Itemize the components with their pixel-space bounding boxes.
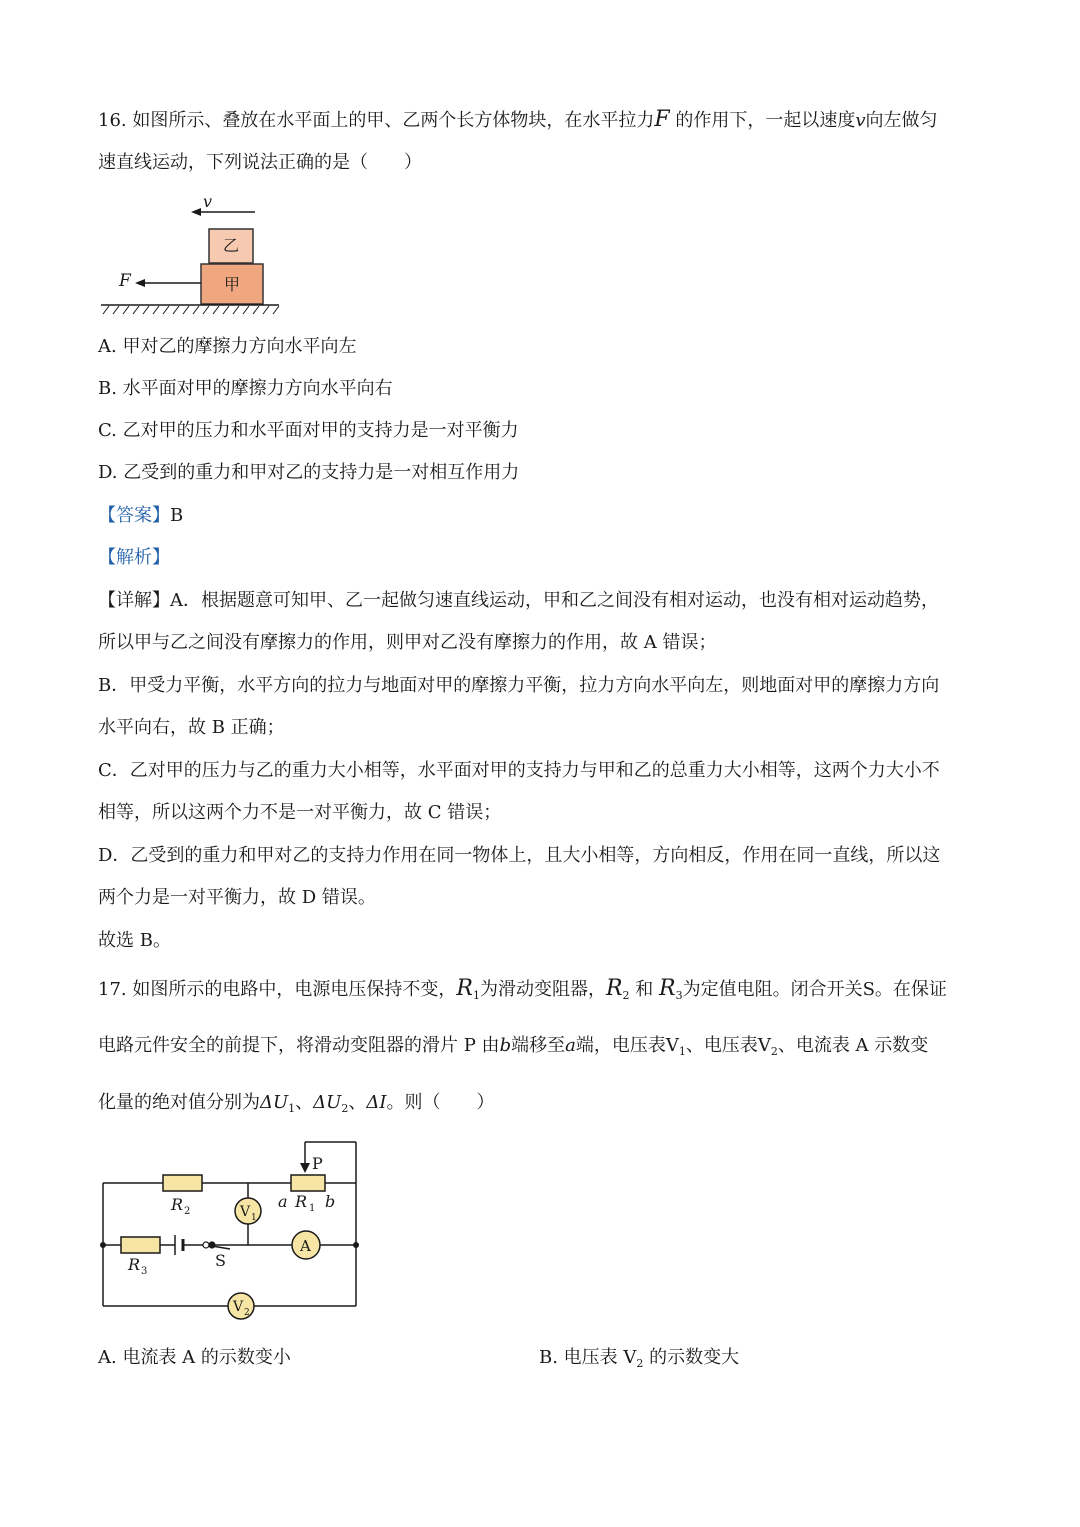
ammeter-label: A [300,1237,311,1255]
detail-line: 所以甲与乙之间没有摩擦力的作用，则甲对乙没有摩擦力的作用，故 A 错误； [98,632,717,653]
block-jia-label: 甲 [223,275,241,294]
detail-line: 水平向右，故 B 正确； [98,717,285,738]
r1-label: R [295,1192,308,1211]
junction-dot [353,1242,359,1248]
detail-conclusion: 故选 B。 [98,930,171,951]
detail-line: 【详解】A．根据题意可知甲、乙一起做匀速直线运动，甲和乙之间没有相对运动，也没有相对运动趋势， [98,590,939,611]
figure-v-label: v [203,192,213,211]
r2-label: R [171,1195,184,1214]
block-yi-label: 乙 [222,236,240,255]
q16-answer [98,505,183,527]
detail-line: 相等，所以这两个力不是一对平衡力，故 C 错误； [98,802,502,823]
q16-option-d: D. 乙受到的重力和甲对乙的支持力是一对相互作用力 [98,462,520,483]
q17-stem-line1: 17. 如图所示的电路中，电源电压保持不变，$R_1$为滑动变阻器，$R_2$ 和 $R_3$为定值电阻。闭合开关S。在保证 [98,976,947,1002]
velocity-symbol: v [855,110,866,131]
q16-number: 16. [98,110,127,131]
svg-text:2: 2 [184,1206,191,1217]
switch-s [203,1242,215,1248]
q17-stem-line3: 化量的绝对值分别为$\Delta U_1$、$\Delta U_2$、ΔI。则（ ） [98,1092,495,1115]
q17-stem-line2: 电路元件安全的前提下，将滑动变阻器的滑片 P 由b端移至a端，电压表$V_1$、电压表$V_2$、电流表 A 示数变 [98,1035,929,1058]
resistor-r2 [163,1175,202,1191]
svg-text:3: 3 [141,1266,148,1277]
q16-option-b: B. 水平面对甲的摩擦力方向水平向右 [98,378,393,399]
ground-hatching [103,306,279,314]
junction-dot [100,1242,106,1248]
circuit-diagram [90,1135,375,1320]
r3-label: R [128,1255,141,1274]
slider-label: P [312,1154,323,1173]
q16-option-c: C. 乙对甲的压力和水平面对甲的支持力是一对平衡力 [98,420,519,441]
switch-label: S [215,1251,226,1270]
svg-text:2: 2 [244,1308,250,1318]
v1-label: V [240,1204,251,1220]
v2-label: V [233,1299,244,1315]
battery [175,1235,183,1255]
detail-line: B．甲受力平衡，水平方向的拉力与地面对甲的摩擦力平衡，拉力方向水平向左，则地面对甲的摩擦力方向 [98,675,940,696]
svg-text:1: 1 [251,1213,257,1223]
analysis-tag: 【解析】 [98,547,170,568]
force-symbol: F [654,107,670,132]
q17-option-a: A. 电流表 A 的示数变小 [98,1347,291,1368]
answer-tag: 【答案】 [98,505,170,526]
terminal-a-label: a [278,1192,288,1211]
figure-f-label: F [119,271,131,291]
svg-text:1: 1 [309,1203,316,1214]
q16-stem-line2: 速直线运动，下列说法正确的是（ ） [98,152,422,173]
detail-line: D．乙受到的重力和甲对乙的支持力作用在同一物体上，且大小相等，方向相反，作用在同一直线，所以这 [98,845,941,866]
blocks-figure [95,190,295,320]
q16-stem-line1: 16. 如图所示、叠放在水平面上的甲、乙两个长方体物块，在水平拉力F 的作用下，一起以速度v向左做匀 [98,107,938,132]
detail-tag: 【详解】 [98,590,170,611]
terminal-b-label: b [325,1192,336,1211]
detail-line: 两个力是一对平衡力，故 D 错误。 [98,887,376,908]
detail-line: C．乙对甲的压力与乙的重力大小相等，水平面对甲的支持力与甲和乙的总重力大小相等，这两个力大小不 [98,760,940,781]
resistor-r1-rheostat [291,1175,325,1191]
answer-value: B [170,505,184,526]
q17-number: 17. [98,979,127,1000]
resistor-r3 [121,1237,160,1253]
q16-option-a: A. 甲对乙的摩擦力方向水平向左 [98,336,357,357]
q17-option-b: B. 电压表 $V_2$ 的示数变大 [539,1347,740,1370]
